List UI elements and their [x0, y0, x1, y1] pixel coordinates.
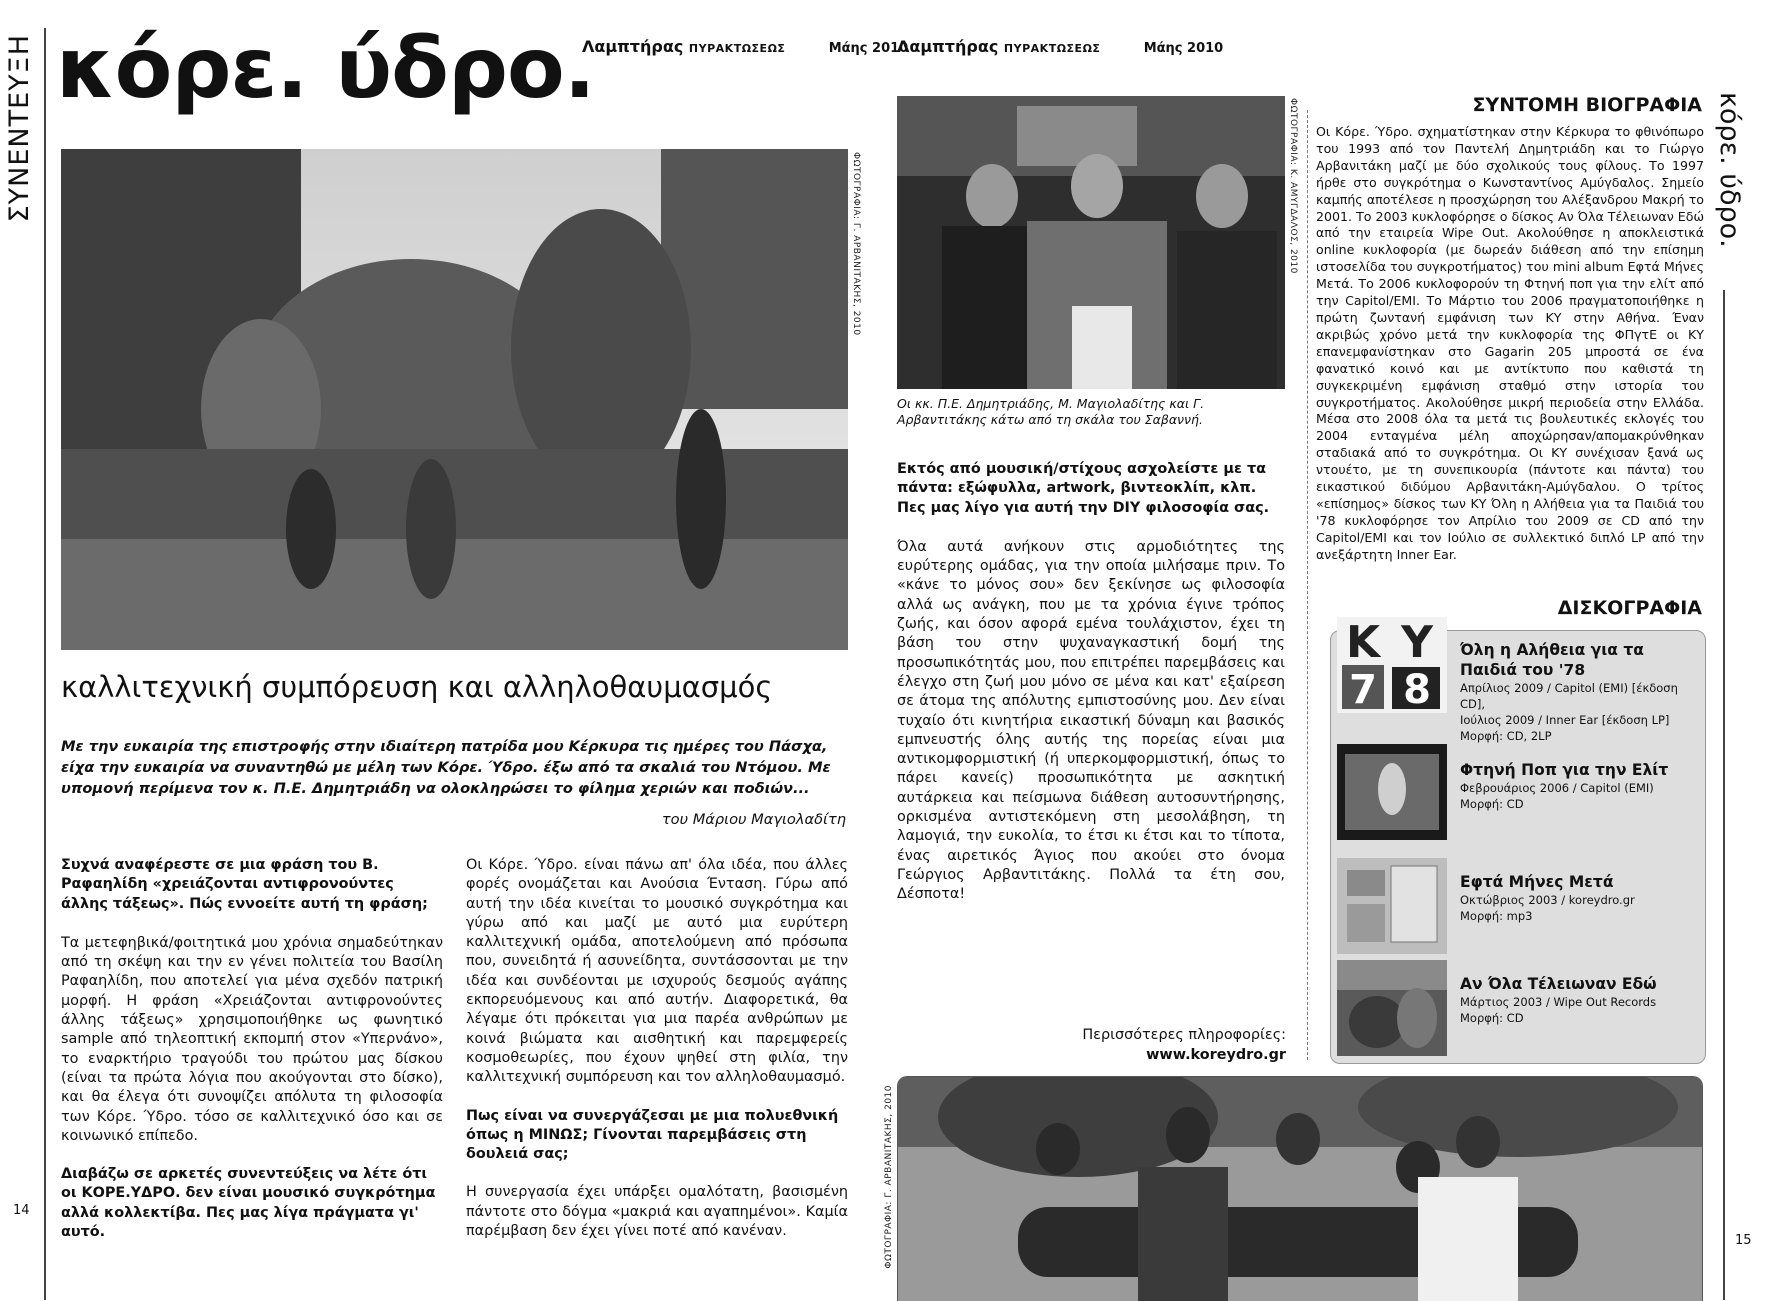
question-1: Συχνά αναφέρεστε σε μια φράση του Β. Ραφαηλίδη «χρειάζονται αντιφρονούντες άλλης τάξεως». Πώς εννοείτε αυτή τη φράση; [61, 857, 428, 912]
right-column-interview [897, 460, 1285, 905]
byline: του Μάριου Μαγιολαδίτη [661, 811, 846, 828]
question-4: Εκτός από μουσική/στίχους ασχολείστε με τα πάντα: εξώφυλλα, artwork, βιντεοκλίπ, κλπ. Πες μας λίγο για αυτή την DIY φιλοσοφία σας. [897, 461, 1270, 516]
disc-item-3-format: Μορφή: mp3 [1460, 909, 1533, 923]
cover-efta-mines-art [1337, 858, 1447, 954]
disc-item-3-line1: Οκτώβριος 2003 / koreydro.gr [1460, 893, 1635, 907]
left-column-2 [466, 856, 848, 1241]
band-cactus-photo-image [61, 149, 848, 650]
disc-item-4 [1460, 974, 1700, 1026]
disc-item-1-title: Όλη η Αλήθεια για τα Παιδιά του '78 [1460, 641, 1644, 679]
answer-2: Οι Κόρε. Ύδρο. είναι πάνω απ' όλα ιδέα, που άλλες φορές ονομάζεται και Ανούσια Ένταση. Γύρω από αυτή την ιδέα κινείται το μουσικό συγκρότημα και γύρω από και μαζί με αυτό μια ευρύτερη καλλιτεχνική ομάδα, αποτελούμενη από πρόσωπα που, συνειδητά ή ασυνείδητα, συντάσσονται με την ιδέα και συνδέονται με ισχυρούς δεσμούς αγάπης εκπορευόμενους και από αυτήν. Διαφορετικά, θα λέγαμε ότι πρόκειται για μια παρέα ανθρώπων με κοινά βιώματα και αισθητική και παρεμφερείς κοσμοθεωρίες, που έχουν ψηθεί στη φιλία, την καλλιτεχνική συμπόρευση και τον αλληλοθαυμασμό. [466, 857, 848, 1086]
disc-item-3-title: Εφτά Μήνες Μετά [1460, 873, 1614, 891]
disc-item-2-line1: Φεβρουάριος 2006 / Capitol (EMI) [1460, 781, 1654, 795]
bio-text: Οι Κόρε. Ύδρο. σχηματίστηκαν στην Κέρκυρα το φθινόπωρο του 1993 από τον Παντελή Δημητριάδη και το Γιώργο Αρβανιτάκη μαζί με δύο σχολικούς τους φίλους. Το 1997 ήρθε στο συγκρότημα ο Κωνσταντίνος Αμύγδαλος. Σημείο καμπής αποτέλεσε η προσχώρηση του Αλέξανδρου Μακρή το 2001. Το 2003 κυκλοφόρησε ο δίσκος Αν Όλα Τέλειωναν Εδώ από την εταιρεία Wipe Out. Ακολούθησε η αποκλειστικά online κυκλοφορία (με δωρεάν διάθεση από την επίσημη ιστοσελίδα του συγκροτήματος) του mini album Εφτά Μήνες Μετά. Το 2006 κυκλοφορούν τη Φτηνή ποπ για την ελίτ από την Capitol/EMI. Το Μάρτιο του 2006 πραγματοποιήθηκε η πρώτη ζωντανή εμφάνιση των ΚΥ στην Αθήνα. Έναν ακριβώς χρόνο μετά την κυκλοφορία της ΦΠγτΕ οι ΚΥ επανεμφανίστηκαν στο Gagarin 205 μπροστά σε ένα φανατικό κοινό και με αντίκτυπο που καθιστά τη συγκεκριμένη εμφάνιση σταθμό στην ιστορία του συγκροτήματος. Ακολούθησε μικρή περιοδεία στην Ελλάδα. Μέσα στο 2008 όλα τα μετά τις βουλευτικές εκλογές του 2004 ενταγμένα μέλη αποχώρησαν/απομακρύνθηκαν σταδιακά από το συγκρότημα. Οι ΚΥ συνέχισαν ξανά ως ντουέτο, με τη συνεπικουρία (πάντοτε και πάντα) του εικαστικού διδύμου Αρβανιτάκη-Αμύγδαλου. Ο τρίτος «επίσημος» δίσκος των ΚΥ Όλη η Αλήθεια για τα Παιδιά του '78 κυκλοφόρησε τον Απρίλιο του 2009 σε CD από την Capitol/EMI και τον Ιούλιο σε συλλεκτικό διπλό LP από την ανεξάρτητη Inner Ear. [1316, 124, 1704, 562]
answer-3: Η συνεργασία έχει υπάρξει ομαλότατη, βασισμένη πάντοτε στο δόγμα «μακριά και αγαπημένοι». Καμία παρέμβαση δεν έχει γίνει ποτέ από κανέναν. [466, 1184, 848, 1240]
disc-item-4-line1: Μάρτιος 2003 / Wipe Out Records [1460, 995, 1657, 1009]
side-label-right: κόρε. ύδρο. [1714, 92, 1745, 248]
disc-item-4-format: Μορφή: CD [1460, 1011, 1524, 1025]
issue-date: Μάης 2010 [828, 41, 909, 56]
photo-credit-portrait: ΦΩΤΟΓΡΑΦΙΑ: Κ. ΑΜΥΓΔΑΛΟΣ, 2010 [1288, 98, 1298, 274]
cover-letter-k: Κ [1345, 617, 1381, 668]
band-group-photo-image [898, 1077, 1702, 1301]
disc-item-3 [1460, 872, 1700, 924]
website-link[interactable]: www.koreydro.gr [1146, 1047, 1286, 1063]
column-separator [1307, 110, 1308, 1060]
cover-an-ola-art [1337, 960, 1447, 1056]
cover-ky78-art [1337, 617, 1447, 713]
disc-item-4-title: Αν Όλα Τέλειωναν Εδώ [1460, 975, 1657, 993]
section-label: ΣΥΝΕΝΤΕΥΞΗ [4, 34, 35, 223]
disc-item-2-format: Μορφή: CD [1460, 797, 1524, 811]
disc-item-2-title: Φτηνή Ποπ για την Ελίτ [1460, 761, 1669, 779]
header-left [582, 37, 908, 56]
answer-1: Τα μετεφηβικά/φοιτητικά μου χρόνια σημαδεύτηκαν από τη σκέψη και την εν γένει πολιτεία του Βασίλη Ραφαηλίδη, που αποτελεί για μένα σχεδόν πατρική μορφή. Η φράση «Χρειάζονται αντιφρονούντες άλλης τάξεως» χρησιμοποιήθηκε ως φωνητικό sample από τηλεοπτική εκπομπή στον «Υπερνάνο», το εναρκτήριο τραγούδι του πρώτου μας δίσκου (είναι τα πρώτα λόγια που ακούγονται στο δίσκο), και θα έλεγα ότι συνοψίζει απόλυτα τη φιλοσοφία των Κόρε. Ύδρο. τόσο σε καλλιτεχνικό όσο και σε κοινωνικό επίπεδο. [61, 934, 443, 1144]
cover-digit-8: 8 [1403, 667, 1431, 713]
band-portrait-photo-image [897, 96, 1285, 389]
cover-efta-mines [1337, 858, 1447, 954]
left-column-1 [61, 856, 443, 1242]
page-number-right: 15 [1735, 1233, 1752, 1248]
publication-name-right: Λαμπτήρας ΠΥΡΑΚΤΩΣΕΩΣ [897, 37, 1101, 56]
cover-digit-7: 7 [1349, 667, 1377, 713]
page-number-left: 14 [13, 1203, 30, 1218]
cover-letter-y: Υ [1401, 617, 1433, 668]
article-lead: Με την ευκαιρία της επιστροφής στην ιδιαίτερη πατρίδα μου Κέρκυρα τις ημέρες του Πάσχα, είχα την ευκαιρία να συναντηθώ με μέλη των Κόρε. Ύδρο. έξω από τα σκαλιά του Ντόμου. Με υπομονή περίμενα τον κ. Π.Ε. Δημητριάδη να ολοκληρώσει το φίλημα χεριών και ποδιών... [61, 738, 831, 797]
cover-an-ola [1337, 960, 1447, 1056]
photo-credit-left: ΦΩΤΟΓΡΑΦΙΑ: Γ. ΑΡΒΑΝΙΤΑΚΗΣ, 2010 [851, 152, 861, 336]
article-title: κόρε. ύδρο. [56, 19, 595, 117]
cover-ftini-pop [1337, 744, 1447, 840]
band-cactus-photo [61, 149, 848, 650]
more-info [1000, 1025, 1286, 1065]
left-outer-rule [44, 28, 46, 1300]
article-subtitle: καλλιτεχνική συμπόρευση και αλληλοθαυμασμός [61, 670, 773, 704]
disc-item-2 [1460, 760, 1700, 812]
issue-date-right: Μάης 2010 [1143, 41, 1224, 56]
question-3: Πως είναι να συνεργάζεσαι με μια πολυεθνική όπως η ΜΙΝΩΣ; Γίνονται παρεμβάσεις στη δουλειά σας; [466, 1107, 839, 1163]
disc-item-1-format: Μορφή: CD, 2LP [1460, 729, 1552, 743]
disc-item-1-line1: Απρίλιος 2009 / Capitol (EMI) [έκδοση CD], [1460, 681, 1678, 711]
header-right [897, 37, 1223, 56]
publication-name: Λαμπτήρας ΠΥΡΑΚΤΩΣΕΩΣ [582, 37, 786, 56]
question-2: Διαβάζω σε αρκετές συνεντεύξεις να λέτε ότι οι ΚΟΡΕ.ΥΔΡΟ. δεν είναι μουσικό συγκρότημα αλλά κολλεκτίβα. Πες μας λίγα πράγματα γι' αυτό. [61, 1166, 436, 1241]
answer-4: Όλα αυτά ανήκουν στις αρμοδιότητες της ευρύτερης ομάδας, για την οποία μιλήσαμε πριν. Το «κάνε το μόνος σου» δεν ξεκίνησε ως φιλοσοφία αλλά ως ανάγκη, που με τα χρόνια έγινε τρόπος ζωής, και όσον αφορά εμένα τουλάχιστον, έχει τη βάση του στην ψυχαναγκαστική δομή της προσωπικότητάς μου, που επιτρέπει παρεμβάσεις και έλεγχο στη ζωή μου μόνο σε μένα και κατ' εξαίρεση σε άτομα της απόλυτης εμπιστοσύνης μου. Δεν είναι τυχαίο ότι κινητήρια εικαστική δύναμη και βασικός εμπνευστής όλης αυτής της πορείας είναι μια αντικομφορμιστική (ή υπερκομφορμιστική, όπως το πάρει κανείς) προσωπικότητα με ασκητική αυτάρκεια και πείσμωνα διάθεση αυτοσυντήρησης, ορκισμένα αντιστεκόμενη στη μεσολάβηση, τη λαμογιά, την ευκολία, το έτσι κι έτσι και το τίποτα, ένας αιρετικός Άγιος που ακούει στο όνομα Γεώργιος Αρβαντιτάκης. Πολλά τα έτη σου, Δέσποτα! [897, 538, 1285, 903]
cover-ky78 [1337, 617, 1447, 713]
bio-heading: ΣΥΝΤΟΜΗ ΒΙΟΓΡΑΦΙΑ [1472, 94, 1702, 116]
more-info-label: Περισσότερες πληροφορίες: [1082, 1027, 1286, 1043]
band-portrait-photo [897, 96, 1285, 389]
band-group-photo [897, 1076, 1703, 1301]
right-outer-rule [1723, 290, 1725, 1300]
disc-item-1-line2: Ιούλιος 2009 / Inner Ear [έκδοση LP] [1460, 713, 1670, 727]
portrait-caption: Οι κκ. Π.Ε. Δημητριάδης, Μ. Μαγιολαδίτης και Γ. Αρβαντιτάκης κάτω από τη σκάλα του Σαβαννή. [897, 396, 1205, 427]
discography-heading: ΔΙΣΚΟΓΡΑΦΙΑ [1557, 597, 1702, 619]
disc-item-1 [1460, 640, 1700, 744]
photo-credit-group: ΦΩΤΟΓΡΑΦΙΑ: Γ. ΑΡΒΑΝΙΤΑΚΗΣ, 2010 [884, 1085, 894, 1269]
cover-ftini-pop-art [1337, 744, 1447, 840]
